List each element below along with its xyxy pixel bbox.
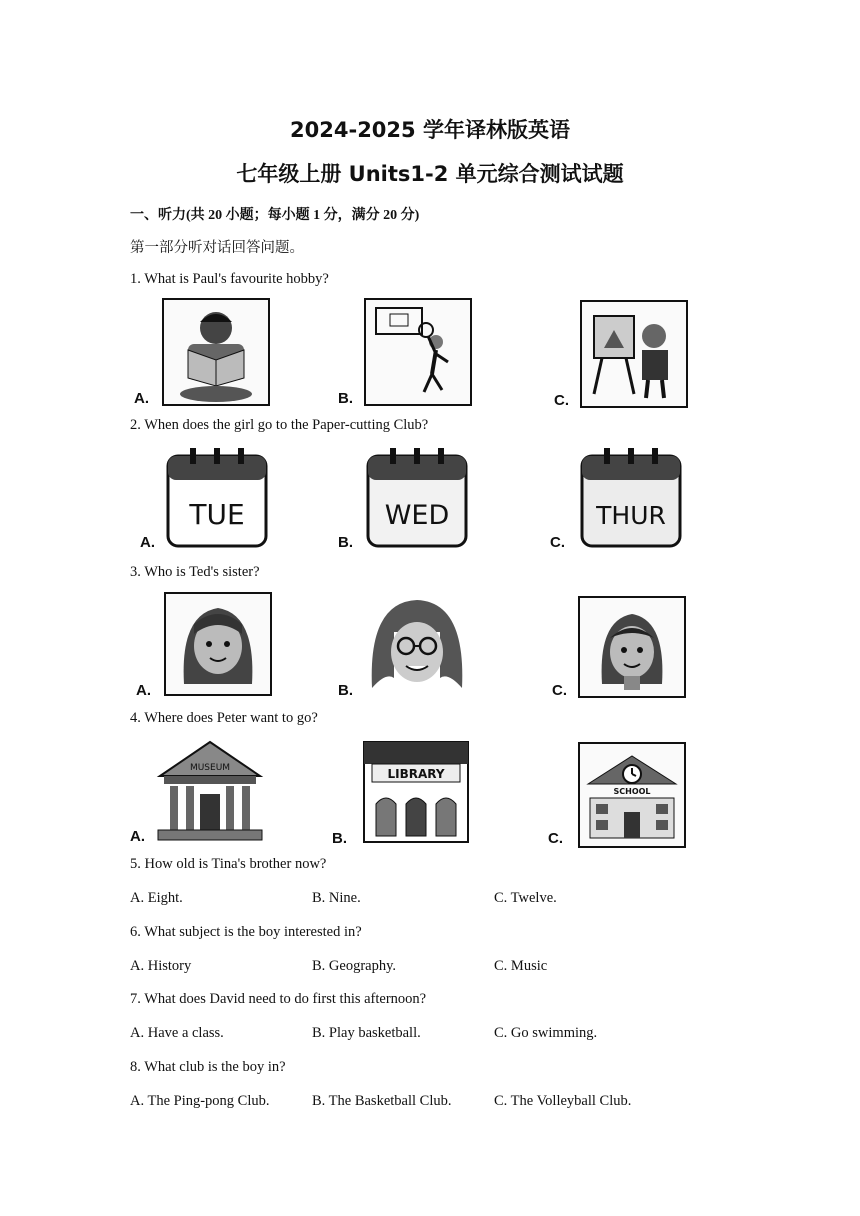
question-4: 4. Where does Peter want to go? bbox=[130, 710, 318, 726]
q7-option-a[interactable]: A. Have a class. bbox=[130, 1025, 224, 1041]
section-heading: 一、听力(共 20 小题；每小题 1 分，满分 20 分) bbox=[130, 208, 420, 223]
q7-option-c[interactable]: C. Go swimming. bbox=[494, 1025, 598, 1041]
school-icon bbox=[580, 744, 684, 846]
q8-option-a[interactable]: A. The Ping-pong Club. bbox=[130, 1093, 270, 1109]
question-6: 6. What subject is the boy interested in? bbox=[130, 924, 362, 940]
q2-option-b-image[interactable] bbox=[336, 444, 476, 554]
question-8: 8. What club is the boy in? bbox=[130, 1059, 286, 1075]
q1-option-b-image[interactable] bbox=[336, 296, 476, 411]
q2-option-c-image[interactable] bbox=[548, 444, 688, 554]
q2-option-a-image[interactable] bbox=[138, 444, 278, 554]
q2-label-c: C. bbox=[550, 534, 565, 551]
q1-label-c: C. bbox=[554, 392, 569, 409]
question-7: 7. What does David need to do first this afternoon? bbox=[130, 991, 427, 1007]
girl-glasses-icon bbox=[362, 592, 472, 696]
painting-boy-icon bbox=[582, 302, 686, 406]
reading-boy-icon bbox=[164, 300, 268, 404]
q5-option-a[interactable]: A. Eight. bbox=[130, 890, 183, 906]
q3-option-c-image[interactable] bbox=[550, 594, 690, 704]
museum-icon bbox=[154, 736, 266, 844]
page-title: 2024-2025 学年译林版英语 bbox=[290, 118, 570, 142]
page-subtitle: 七年级上册 Units1-2 单元综合测试试题 bbox=[236, 162, 624, 186]
q4-label-b: B. bbox=[332, 830, 347, 847]
part-instruction: 第一部分听对话回答问题。 bbox=[130, 240, 304, 256]
school-sign: SCHOOL bbox=[613, 787, 651, 796]
question-3: 3. Who is Ted's sister? bbox=[130, 564, 260, 580]
calendar-icon bbox=[364, 446, 470, 550]
q4-option-b-image[interactable] bbox=[332, 738, 472, 848]
calendar-day-label: WED bbox=[384, 500, 450, 531]
library-sign: LIBRARY bbox=[387, 767, 445, 781]
q1-option-c-image[interactable] bbox=[552, 298, 692, 413]
q8-option-b[interactable]: B. The Basketball Club. bbox=[312, 1093, 452, 1109]
q6-option-c[interactable]: C. Music bbox=[494, 958, 548, 974]
q4-option-c-image[interactable] bbox=[546, 740, 686, 850]
q1-label-b: B. bbox=[338, 390, 353, 407]
q3-option-b-image[interactable] bbox=[336, 590, 476, 702]
calendar-day-label: THUR bbox=[596, 501, 666, 530]
question-1: 1. What is Paul's favourite hobby? bbox=[130, 271, 329, 287]
q2-label-a: A. bbox=[140, 534, 155, 551]
q5-option-b[interactable]: B. Nine. bbox=[312, 890, 361, 906]
q8-option-c[interactable]: C. The Volleyball Club. bbox=[494, 1093, 632, 1109]
q4-label-a: A. bbox=[130, 828, 145, 845]
museum-sign: MUSEUM bbox=[189, 763, 231, 773]
question-2: 2. When does the girl go to the Paper-cutting Club? bbox=[130, 417, 429, 433]
library-icon bbox=[362, 740, 470, 844]
q3-label-c: C. bbox=[552, 682, 567, 699]
q4-label-c: C. bbox=[548, 830, 563, 847]
q4-option-a-image[interactable] bbox=[130, 736, 270, 848]
q6-option-a[interactable]: A. History bbox=[130, 958, 192, 974]
q5-option-c[interactable]: C. Twelve. bbox=[494, 890, 557, 906]
q7-option-b[interactable]: B. Play basketball. bbox=[312, 1025, 421, 1041]
q1-option-a-image[interactable] bbox=[132, 296, 272, 411]
basketball-player-icon bbox=[366, 300, 470, 404]
calendar-icon bbox=[164, 446, 270, 550]
girl-ponytail-icon bbox=[580, 598, 684, 696]
q6-option-b[interactable]: B. Geography. bbox=[312, 958, 397, 974]
calendar-day-label: TUE bbox=[189, 498, 245, 531]
q2-label-b: B. bbox=[338, 534, 353, 551]
calendar-icon bbox=[578, 446, 684, 550]
q3-label-b: B. bbox=[338, 682, 353, 699]
q1-label-a: A. bbox=[134, 390, 149, 407]
q3-option-a-image[interactable] bbox=[136, 590, 276, 702]
girl-long-hair-icon bbox=[166, 594, 270, 694]
question-5: 5. How old is Tina's brother now? bbox=[130, 856, 327, 872]
q3-label-a: A. bbox=[136, 682, 151, 699]
